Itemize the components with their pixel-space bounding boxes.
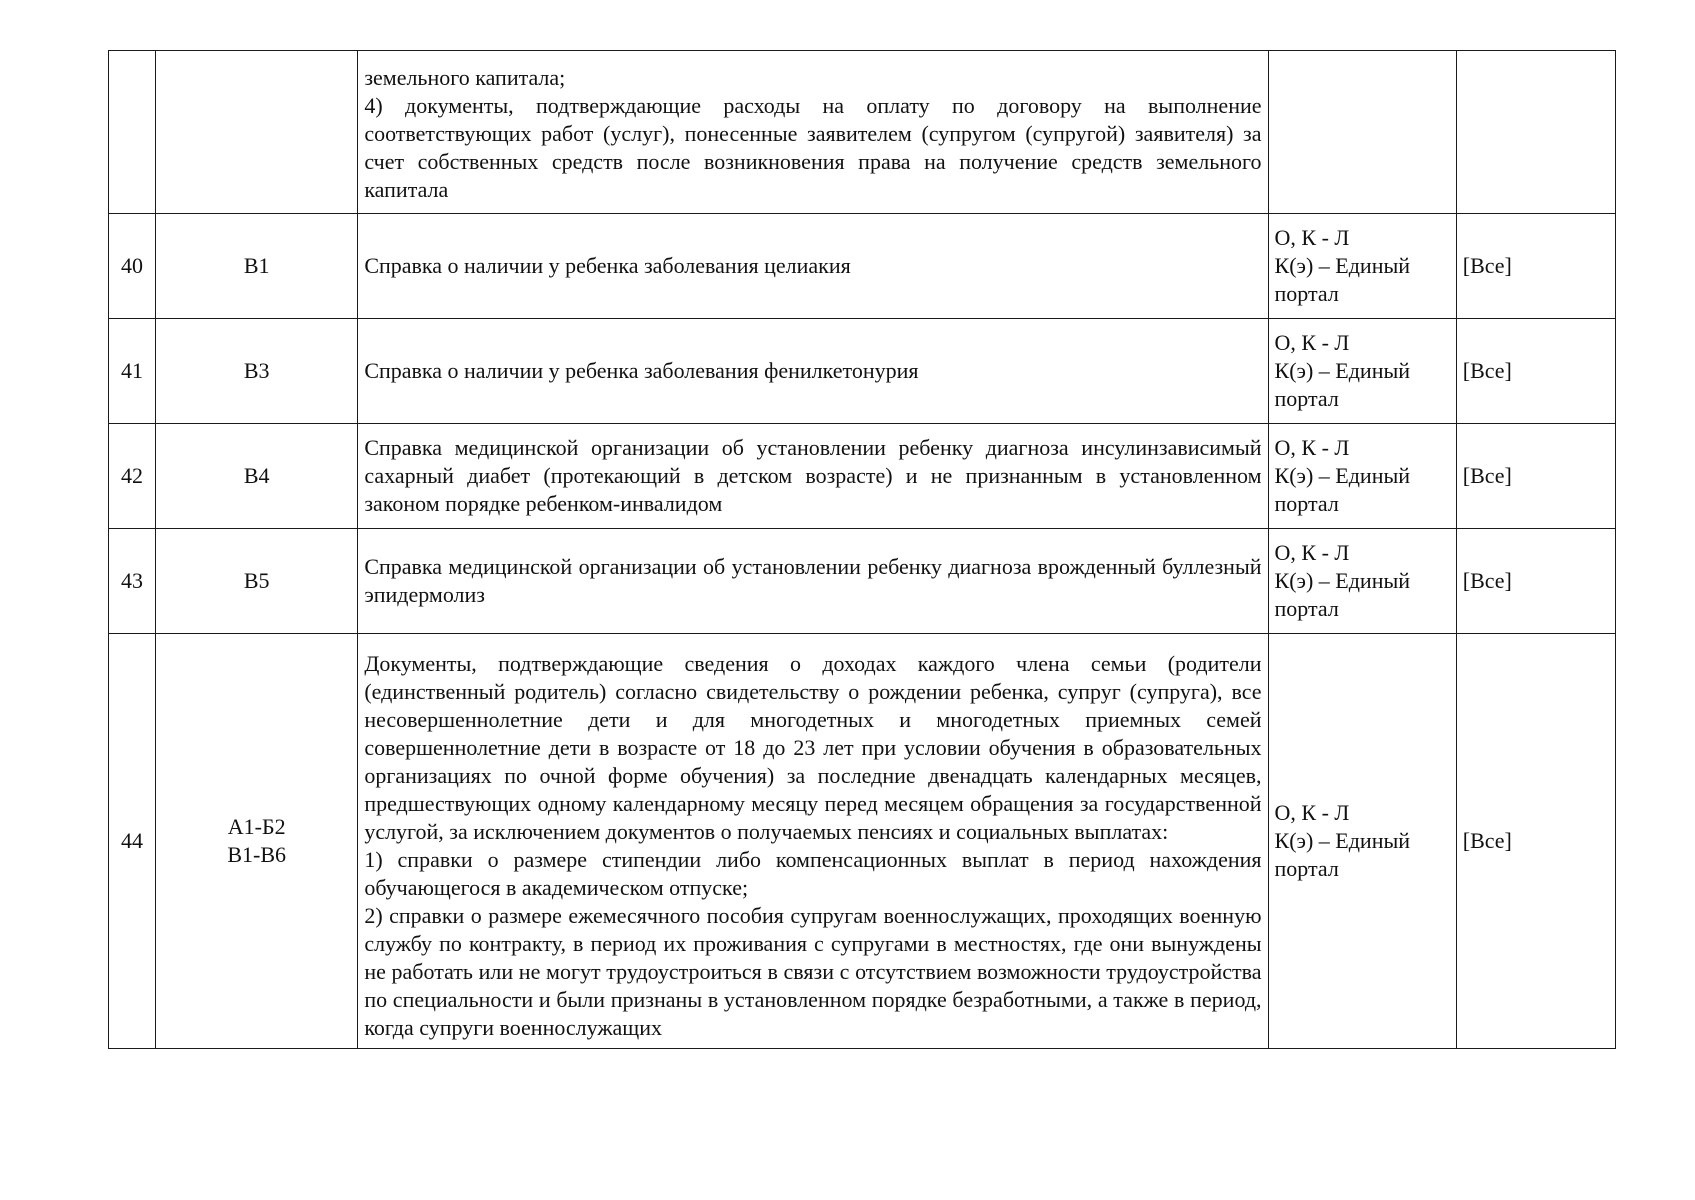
- submission-method: [1268, 51, 1456, 214]
- category-code: [156, 214, 358, 319]
- submission-method: [1268, 529, 1456, 634]
- method-line: портал: [1274, 386, 1339, 411]
- description-paragraph: земельного капитала;: [364, 65, 566, 90]
- document-description: [358, 214, 1268, 319]
- table-row: [109, 319, 1616, 424]
- row-number: 40: [109, 214, 156, 319]
- method-line: портал: [1274, 281, 1339, 306]
- table-row: [109, 634, 1616, 1049]
- document-description: [358, 319, 1268, 424]
- description-paragraph: Справка медицинской организации об установлении ребенку диагноза инсулинзависимый сахарный диабет (протекающий в детском возрасте) и не признанным в установленном законом порядке ребенком-инвалидом: [364, 435, 1262, 516]
- applicant-category: [Все]: [1456, 634, 1615, 1049]
- applicant-category: [1456, 51, 1615, 214]
- code-line: А1-Б2: [227, 814, 286, 839]
- applicant-category: [Все]: [1456, 424, 1615, 529]
- category-code: [156, 319, 358, 424]
- code-line: В5: [243, 568, 270, 593]
- documents-table: [108, 50, 1616, 1049]
- submission-method: [1268, 424, 1456, 529]
- table-row: [109, 529, 1616, 634]
- method-line: О, К - Л: [1274, 540, 1350, 565]
- method-line: портал: [1274, 596, 1339, 621]
- table-row: [109, 214, 1616, 319]
- applicant-category: [Все]: [1456, 529, 1615, 634]
- method-line: О, К - Л: [1274, 225, 1350, 250]
- method-line: К(э) – Единый: [1274, 463, 1411, 488]
- row-number: [109, 51, 156, 214]
- description-paragraph: Справка о наличии у ребенка заболевания фенилкетонурия: [364, 358, 919, 383]
- method-line: О, К - Л: [1274, 435, 1350, 460]
- submission-method: [1268, 319, 1456, 424]
- description-paragraph: 4) документы, подтверждающие расходы на оплату по договору на выполнение соответствующих работ (услуг), понесенные заявителем (супругом (супругой) заявителя) за счет собственных средств после возникновения права на получение средств земельного капитала: [364, 93, 1262, 202]
- category-code: [156, 634, 358, 1049]
- row-number: 41: [109, 319, 156, 424]
- table-row: [109, 51, 1616, 214]
- description-paragraph: Справка о наличии у ребенка заболевания целиакия: [364, 253, 851, 278]
- description-paragraph: Справка медицинской организации об установлении ребенку диагноза врожденный буллезный эпидермолиз: [364, 554, 1262, 607]
- method-line: О, К - Л: [1274, 800, 1350, 825]
- description-paragraph: 2) справки о размере ежемесячного пособия супругам военнослужащих, проходящих военную службу по контракту, в период их проживания с супругами в местностях, где они вынуждены не работать или не могут трудоустроиться в связи с отсутствием возможности трудоустройства по специальности и были признаны в установленном порядке безработными, а также в период, когда супруги военнослужащих: [364, 903, 1262, 1040]
- row-number: 43: [109, 529, 156, 634]
- method-line: К(э) – Единый: [1274, 358, 1411, 383]
- method-line: К(э) – Единый: [1274, 253, 1411, 278]
- document-description: [358, 424, 1268, 529]
- category-code: [156, 424, 358, 529]
- category-code: [156, 529, 358, 634]
- method-line: портал: [1274, 491, 1339, 516]
- method-line: О, К - Л: [1274, 330, 1350, 355]
- code-line: В4: [243, 463, 270, 488]
- document-description: [358, 51, 1268, 214]
- document-description: [358, 529, 1268, 634]
- row-number: 42: [109, 424, 156, 529]
- row-number: 44: [109, 634, 156, 1049]
- description-paragraph: Документы, подтверждающие сведения о доходах каждого члена семьи (родители (единственный родитель) согласно свидетельству о рождении ребенка, супруг (супруга), все несовершеннолетние дети и для многодетных и многодетных приемных семей совершеннолетние дети в возрасте от 18 до 23 лет при условии обучения в образовательных организациях по очной форме обучения) за последние двенадцать календарных месяцев, предшествующих одному календарному месяцу перед месяцем обращения за государственной услугой, за исключением документов о получаемых пенсиях и социальных выплатах:: [364, 651, 1262, 844]
- applicant-category: [Все]: [1456, 319, 1615, 424]
- method-line: портал: [1274, 856, 1339, 881]
- code-line: В1-В6: [227, 842, 287, 867]
- document-description: [358, 634, 1268, 1049]
- code-line: В3: [243, 358, 270, 383]
- method-line: К(э) – Единый: [1274, 828, 1411, 853]
- submission-method: [1268, 214, 1456, 319]
- method-line: К(э) – Единый: [1274, 568, 1411, 593]
- table-row: [109, 424, 1616, 529]
- submission-method: [1268, 634, 1456, 1049]
- category-code: [156, 51, 358, 214]
- applicant-category: [Все]: [1456, 214, 1615, 319]
- description-paragraph: 1) справки о размере стипендии либо компенсационных выплат в период нахождения обучающегося в академическом отпуске;: [364, 847, 1262, 900]
- code-line: В1: [243, 253, 270, 278]
